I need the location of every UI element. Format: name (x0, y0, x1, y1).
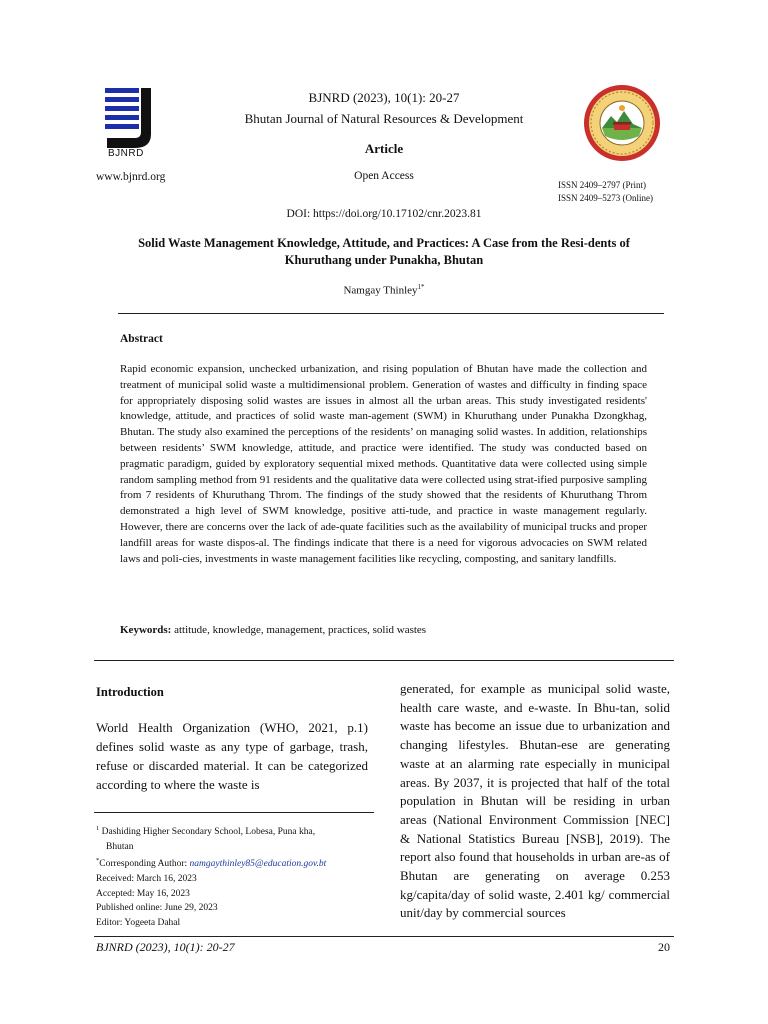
footnote-affiliation-marker: 1 (96, 825, 100, 832)
college-seal-icon (583, 84, 661, 162)
abstract-heading: Abstract (120, 333, 163, 345)
footnote-accepted: Accepted: May 16, 2023 (96, 888, 190, 899)
footnote-received: Received: March 16, 2023 (96, 874, 197, 885)
open-access: Open Access (354, 170, 414, 182)
footer-citation: BJNRD (2023), 10(1): 20-27 (96, 940, 235, 954)
footnote-affiliation: $^1$ Dashiding Higher Secondary School, Lobesa, Puna kha, (96, 825, 316, 838)
footnote-corresponding-author: *Corresponding Author: namgaythinley85@education.gov.bt (96, 857, 327, 870)
footnote-published: Published online: June 29, 2023 (96, 903, 218, 914)
footnote-divider (94, 812, 374, 813)
website-link[interactable]: www.bjnrd.org (96, 171, 166, 183)
keywords-label: Keywords: (120, 624, 172, 636)
footnote-affiliation-country: Bhutan (106, 841, 134, 852)
article-type: Article (364, 141, 404, 156)
author-email-link[interactable]: namgaythinley85@education.gov.bt (189, 859, 327, 870)
footer-divider (94, 936, 674, 937)
introduction-heading: Introduction (96, 685, 164, 699)
author-affiliation-marker: 1* (417, 283, 425, 291)
article-title: Solid Waste Management Knowledge, Attitude, and Practices: A Case from the Resi-dents of Khuruthang under Punakha, Bhutan (138, 236, 630, 267)
corresponding-marker: * (96, 857, 100, 865)
author-name: Namgay Thinley (343, 284, 418, 297)
keywords-line (120, 624, 426, 636)
footnotes (96, 822, 386, 930)
issn-online: ISSN 2409–5273 (Online) (558, 193, 653, 203)
journal-name: Bhutan Journal of Natural Resources & Development (244, 111, 524, 126)
doi-link[interactable]: DOI: https://doi.org/10.17102/cnr.2023.81 (286, 208, 482, 220)
divider-top (118, 313, 664, 314)
page-number: 20 (658, 940, 670, 954)
issn-print: ISSN 2409–2797 (Print) (558, 180, 647, 190)
divider-middle (94, 660, 674, 661)
footnote-editor: Editor: Yogeeta Dahal (96, 917, 181, 928)
keywords-text: attitude, knowledge, management, practices, solid wastes (171, 624, 427, 636)
abstract-body: Rapid economic expansion, unchecked urbanization, and rising population of Bhutan have made the collection and treatment of municipal solid waste a multidimensional problem. Generation of wastes and difficulty in finding space for appropriately disposing solid wastes are issues in almost all the urban areas. This study investigated residents' knowledge, attitude, and practices of solid waste man-agement (SWM) in Khuruthang under Punakha Dzongkhag, Bhutan. The study also examined the perceptions of the residents’ on managing solid wastes. In addition, relationships between residents’ SWM knowledge, attitude, and practice were identified. The study was conducted based on pragmatic paradigm, guided by exploratory sequential mixed methods. Quantitative data were collected using simple random sampling method from 91 residents and the qualitative data were collected using strat-ified purposive sampling from 7 residents of Khuruthang Throm. The findings of the study showed that the residents of Khuruthang Throm demonstrated a high level of SWM knowledge, positive atti-tude, and practice in waste management regularly. However, there are concerns over the lack of ade-quate facilities such as the availability of municipal trucks and proper landfill areas for waste dispos-al. The findings indicate that there is a need for vigorous advocacies on SWM related laws and poli-cies, investments in waste management facilities like recycling, composting, and sanitary landfills. (120, 363, 647, 565)
header-citation: BJNRD (2023), 10(1): 20-27 (308, 90, 460, 105)
right-column-paragraph: generated, for example as municipal solid waste, health care waste, and e-waste. In Bhu-tan, solid waste has become an issue due to urbanization and changing lifestyles. Bhutan-ese are generating waste at an alarming rate especially in municipal areas. By 2037, it is projected that half of the total population in Bhutan will be residing in urban areas (National Environment Commission [NEC] & National Statistics Bureau [NSB], 2019). The report also found that households in urban are-as of Bhutan are generating on average 0.253 kg/capita/day of solid waste, 2.401 kg/ commercial unit/day by commercial sources (400, 681, 670, 921)
logo-wordmark: BJNRD (108, 148, 144, 159)
author-line (0, 283, 768, 297)
introduction-paragraph: World Health Organization (WHO, 2021, p.1) defines solid waste as any type of garbage, trash, refuse or discarded material. It can be categorized according to where the waste is (96, 720, 368, 792)
